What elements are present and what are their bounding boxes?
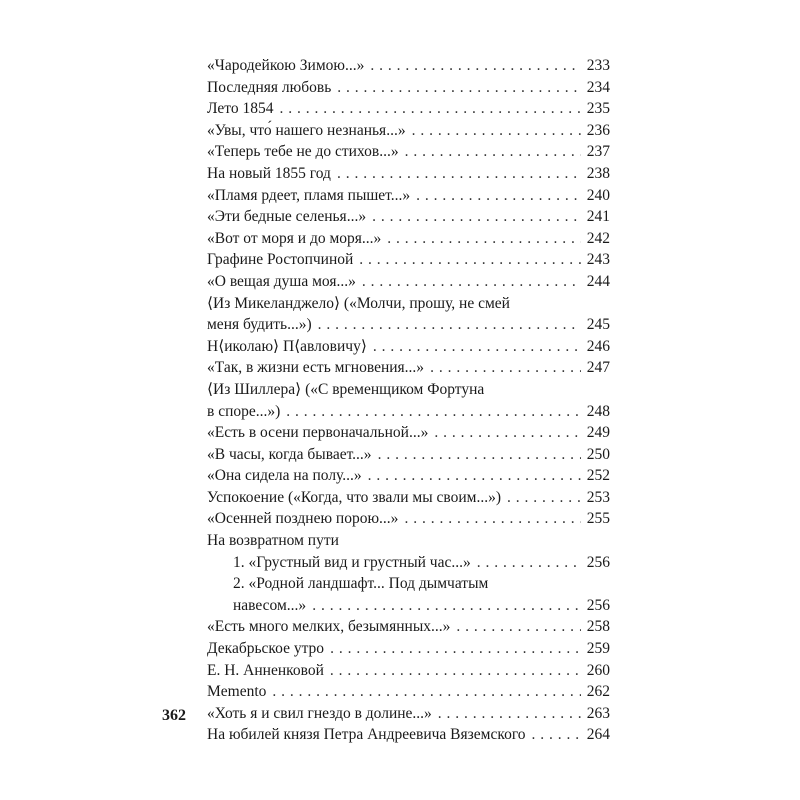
dot-leader [362,271,581,293]
toc-entry-title: «Есть в осени первоначальной...» [207,424,429,442]
toc-entry [207,508,610,530]
dot-leader [387,228,581,250]
dot-leader [378,444,581,466]
dot-leader [405,141,581,163]
toc-entry-title: 1. «Грустный вид и грустный час...» [233,553,471,571]
toc-entry-title: На возвратном пути [207,532,339,550]
dot-leader [370,55,581,77]
toc-entry-page: 236 [586,121,610,139]
toc-entry-title: «Осенней позднею порою...» [207,510,399,528]
toc-entry-title: Последняя любовь [207,78,332,96]
toc-entry [207,141,610,163]
toc-entry-title: «Хоть я и свил гнездо в долине...» [207,704,432,722]
dot-leader [416,185,581,207]
toc-entry-page: 264 [586,726,610,744]
toc-entry [207,55,610,77]
dot-leader [330,638,581,660]
toc-entry-title-line1: ⟨Из Шиллера⟩ («С временщиком Фортуна [207,380,485,398]
dot-leader [373,336,581,358]
dot-leader [286,401,581,423]
toc-entry [207,206,610,228]
dot-leader [372,206,581,228]
toc-entry [207,660,610,682]
toc-entry-title: Н⟨иколаю⟩ П⟨авловичу⟩ [207,337,367,355]
toc-entry-title: «Так, в жизни есть мгновения...» [207,359,425,377]
toc-entry-page: 247 [586,359,610,377]
toc-entry [207,681,610,703]
toc-entry [207,228,610,250]
toc-entry-title-line1: 2. «Родной ландшафт... Под дымчатым [233,575,489,593]
toc-entry-title: «О вещая душа моя...» [207,272,356,290]
toc-entry-page: 250 [586,445,610,463]
toc-entry-title: Графине Ростопчиной [207,251,354,269]
toc-entry [207,185,610,207]
toc-entry [207,120,610,142]
toc-entry [207,465,610,487]
toc-entry [207,163,610,185]
toc-entry-page: 243 [586,251,610,269]
toc-entry-title: «Эти бедные селенья...» [207,208,367,226]
toc-entry-page: 245 [586,316,610,334]
toc-subentry [207,573,610,616]
toc-entry-page: 262 [586,683,610,701]
dot-leader [272,681,581,703]
toc-entry-page: 258 [586,618,610,636]
dot-leader [430,357,581,379]
toc-entry-page: 255 [586,510,610,528]
dot-leader [318,314,581,336]
toc-entry-page: 259 [586,640,610,658]
toc-entry-page: 237 [586,143,610,161]
toc-entry [207,249,610,271]
toc-entry-title: Декабрьское утро [207,640,325,658]
toc-section-heading [207,530,610,552]
toc-entry [207,77,610,99]
toc-entry-page: 248 [586,402,610,420]
toc-entry-page: 249 [586,424,610,442]
toc-entry-title: «В часы, когда бывает...» [207,445,372,463]
toc-entry [207,638,610,660]
toc-entry-page: 256 [586,596,610,614]
dot-leader [337,163,581,185]
dot-leader [279,98,581,120]
toc-entry [207,724,610,746]
toc-entry-page: 253 [586,488,610,506]
toc-entry-page: 235 [586,100,610,118]
dot-leader [330,660,581,682]
toc-entry-page: 252 [586,467,610,485]
dot-leader [434,422,581,444]
toc-entry-page: 240 [586,186,610,204]
toc-entry-page: 246 [586,337,610,355]
toc-entry [207,271,610,293]
toc-subentry [207,552,610,574]
table-of-contents [207,55,610,746]
toc-entry [207,487,610,509]
dot-leader [368,465,581,487]
toc-entry-page: 234 [586,78,610,96]
toc-entry [207,357,610,379]
toc-entry-title: «Вот от моря и до моря...» [207,229,382,247]
toc-entry-page: 244 [586,272,610,290]
toc-entry-title: «Теперь тебе не до стихов...» [207,143,399,161]
toc-entry [207,703,610,725]
toc-entry-title: Успокоение («Когда, что звали мы своим...») [207,488,502,506]
toc-entry [207,293,610,336]
toc-entry-page: 263 [586,704,610,722]
toc-entry [207,98,610,120]
toc-entry-title: «Она сидела на полу...» [207,467,362,485]
toc-entry [207,616,610,638]
toc-entry-title: На новый 1855 год [207,164,331,182]
toc-entry-title: «Чародейкою Зимою...» [207,57,365,74]
toc-entry-page: 241 [586,208,610,226]
toc-entry [207,422,610,444]
dot-leader [438,703,581,725]
toc-entry-page: 260 [586,661,610,679]
toc-entry-page: 238 [586,164,610,182]
dot-leader [412,120,581,142]
dot-leader [532,724,581,746]
toc-entry-title-line2: меня будить...») [207,316,312,334]
dot-leader [507,487,581,509]
toc-entry-title: «Увы, что́ нашего незнанья...» [207,121,406,139]
toc-entry [207,336,610,358]
toc-entry-page: 256 [586,553,610,571]
toc-entry [207,379,610,422]
toc-entry-title: «Есть много мелких, безымянных...» [207,618,451,636]
toc-entry-title-line2: навесом...» [233,596,307,614]
dot-leader [456,616,581,638]
page-number: 362 [162,707,186,724]
toc-entry-title: «Пламя рдеет, пламя пышет...» [207,186,411,204]
toc-entry-title-line1: ⟨Из Микеланджело⟩ («Молчи, прошу, не смей [207,294,510,312]
dot-leader [477,552,581,574]
toc-entry-page: 242 [586,229,610,247]
dot-leader [359,249,581,271]
toc-entry-title: На юбилей князя Петра Андреевича Вяземского [207,726,526,744]
toc-entry-title: Memento [207,683,267,701]
dot-leader [404,508,581,530]
toc-entry-title-line2: в споре...») [207,402,281,420]
dot-leader [337,77,581,99]
toc-entry-page: 233 [586,57,610,74]
toc-entry-title: Е. Н. Анненковой [207,661,324,679]
toc-entry [207,444,610,466]
toc-entry-title: Лето 1854 [207,100,274,118]
dot-leader [312,595,581,617]
